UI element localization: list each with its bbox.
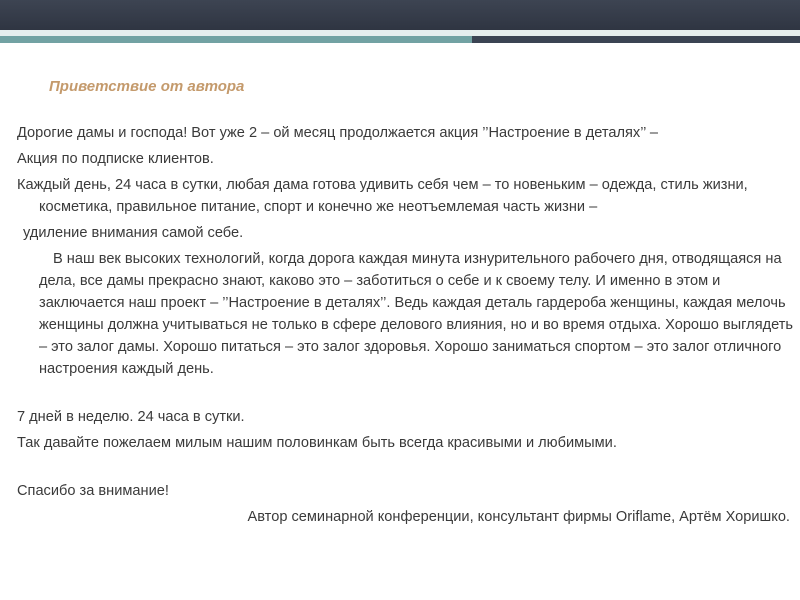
slide-body [17, 122, 795, 532]
header-band [0, 0, 800, 30]
paragraph-every-day: Каждый день, 24 часа в сутки, любая дама готова удивить себя чем – то новеньким – одежда, стиль жизни, косметика, правильное питание, спорт и конечно же неотъемлемая часть жизни – [17, 177, 748, 215]
paragraph-subscription: Акция по подписке клиентов. [17, 151, 214, 167]
paragraph-project: В наш век высоких технологий, когда дорога каждая минута изнурительного рабочего дня, отводящаяся на дела, все дамы прекрасно знают, каково это – заботиться о себе и к своему телу. И именно в этом и заключается наш проект – ’’Настроение в деталях’’. Ведь каждая деталь гардероба женщины, каждая мелочь женщины должна учитываться не только в сфере делового влияния, но и во время отдыха. Хорошо выглядеть – это залог дамы. Хорошо питаться – это залог здоровья. Хорошо заниматься спортом – это залог отличного настроения каждый день. [39, 251, 794, 377]
paragraph-attention: удиление внимания самой себе. [23, 225, 244, 241]
paragraph-thanks: Спасибо за внимание! [17, 483, 169, 499]
paragraph-greeting: Дорогие дамы и господа! Вот уже 2 – ой месяц продолжается акция ’’Настроение в деталях’’ – [17, 125, 659, 141]
paragraph-week: 7 дней в неделю. 24 часа в сутки. [17, 409, 245, 425]
paragraph-wish: Так давайте пожелаем милым нашим половинкам быть всегда красивыми и любимыми. [17, 435, 617, 451]
slide-title: Приветствие от автора [49, 78, 245, 95]
author-signature: Автор семинарной конференции, консультант фирмы Oriflame, Артём Хоришко. [247, 509, 790, 525]
